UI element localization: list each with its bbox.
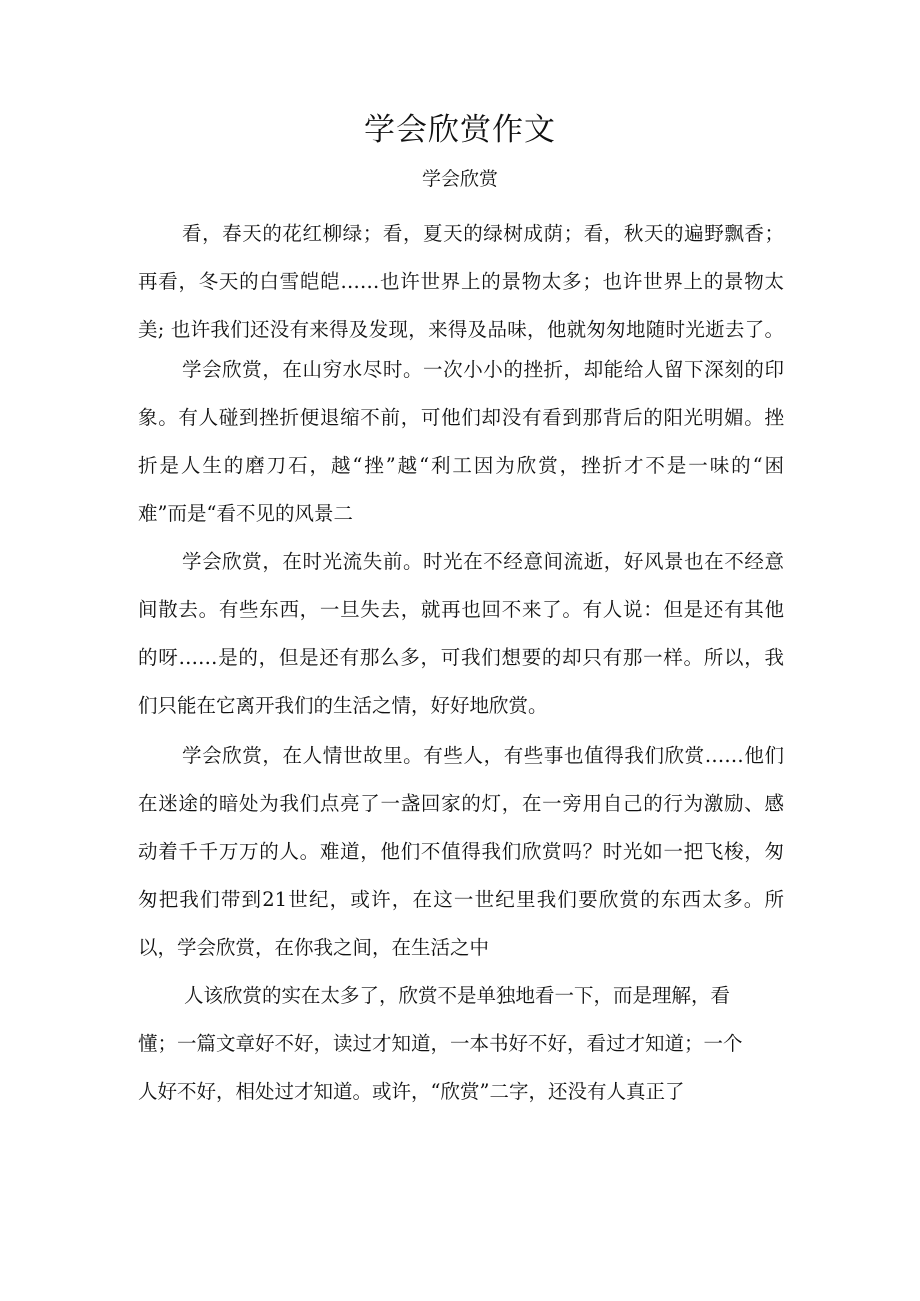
paragraph-3 [138,538,784,730]
paragraph-line: 再看，冬天的白雪皑皑……也许世界上的景物太多；也许世界上的景物太 [138,270,784,293]
paragraph-1 [138,210,784,354]
paragraph-line: 学会欣赏，在时光流失前。时光在不经意间流逝，好风景也在不经意 [182,550,784,573]
paragraph-line: 折是人生的磨刀石，越“挫”越“利工因为欣赏，挫折才不是一味的“困 [138,454,784,477]
paragraph-line: 学会欣赏，在人情世故里。有些人，有些事也值得我们欣赏……他们 [182,744,784,767]
document-title: 学会欣赏作文 [364,112,556,148]
paragraph-line: 们只能在它离开我们的生活之情，好好地欣赏。 [138,694,548,717]
paragraph-line: 以，学会欣赏，在你我之间，在生活之中 [138,936,490,959]
paragraph-line: 动着千千万万的人。难道，他们不值得我们欣赏吗？时光如一把飞梭，匆 [138,840,784,863]
paragraph-line: 美; 也许我们还没有来得及发现，来得及品味，他就匆匆地随时光逝去了。 [138,318,784,341]
paragraph-2 [138,346,784,538]
paragraph-line: 匆把我们带到21世纪，或许，在这一世纪里我们要欣赏的东西太多。所 [138,888,784,911]
paragraph-line: 学会欣赏，在山穷水尽时。一次小小的挫折，却能给人留下深刻的印 [182,358,784,381]
paragraph-line: 人该欣赏的实在太多了，欣赏不是单独地看一下，而是理解，看 [184,984,731,1007]
paragraph-line: 懂；一篇文章好不好，读过才知道，一本书好不好，看过才知道；一个 [138,1032,743,1055]
paragraph-line: 人好不好，相处过才知道。或许，“欣赏”二字，还没有人真正了 [138,1080,685,1103]
paragraph-line: 看，春天的花红柳绿；看，夏天的绿树成荫；看，秋天的遍野飘香； [182,222,784,245]
paragraph-4 [138,732,784,972]
paragraph-line: 难”而是“看不见的风景二 [138,502,353,525]
paragraph-line: 象。有人碰到挫折便退缩不前，可他们却没有看到那背后的阳光明媚。挫 [138,406,784,429]
paragraph-line: 间散去。有些东西，一旦失去，就再也回不来了。有人说：但是还有其他 [138,598,784,621]
paragraph-line: 的呀……是的，但是还有那么多，可我们想要的却只有那一样。所以，我 [138,646,784,669]
document-subtitle: 学会欣赏 [421,168,498,190]
paragraph-line: 在迷途的暗处为我们点亮了一盏回家的灯，在一旁用自己的行为激励、感 [138,792,784,815]
paragraph-5 [138,972,784,1116]
